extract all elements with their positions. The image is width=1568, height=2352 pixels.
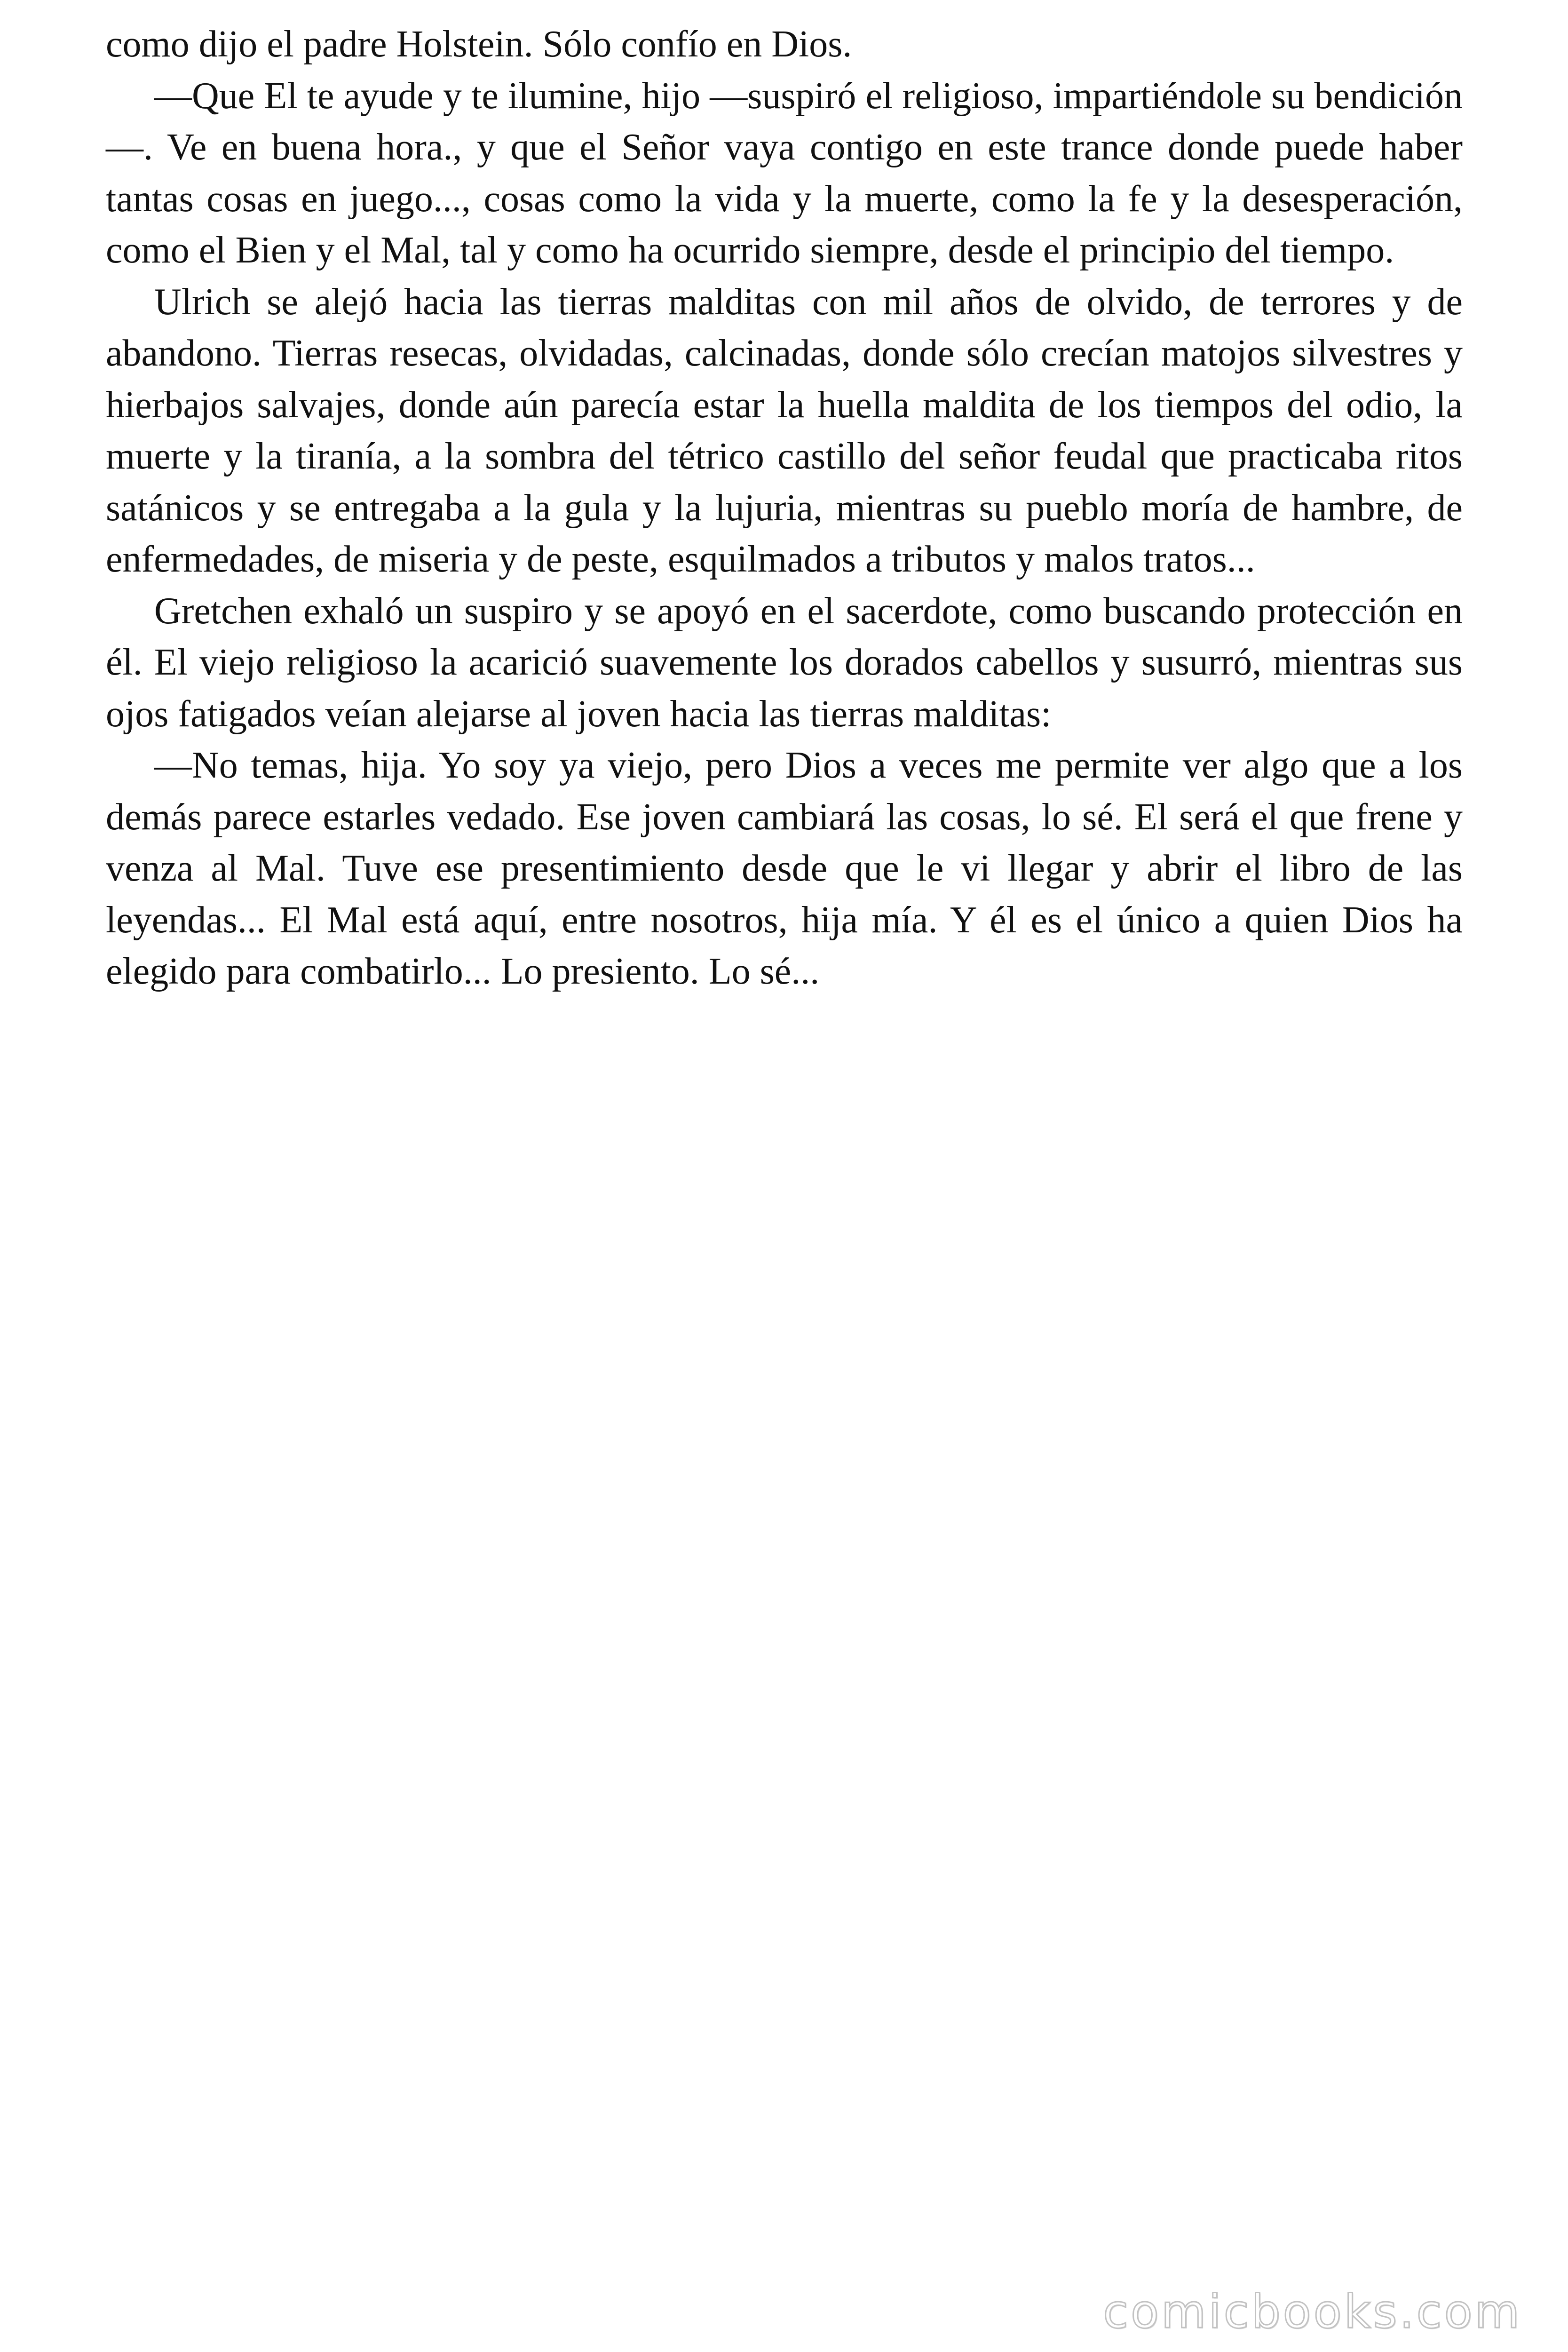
paragraph-gretchen: Gretchen exhaló un suspiro y se apoyó en el sacerdote, como buscando protección en él. El viejo religioso la acarició suavemente los dorados cabellos y susurró, mientras sus ojos fatigados veían alejarse al joven hacia las tierras malditas: — [106, 590, 1463, 735]
paragraph-continuation: como dijo el padre Holstein. Sólo confío en Dios. — [106, 24, 852, 65]
paragraph-dialogue-blessing: —Que El te ayude y te ilumine, hijo —suspiró el religioso, impartiéndole su bendición—. Ve en buena hora., y que el Señor vaya contigo en este trance donde puede haber tantas cosas en juego..., cosas como la vida y la muerte, como la fe y la desesperación, como el Bien y el Mal, tal y como ha ocurrido siempre, desde el principio del tiempo. — [106, 75, 1463, 271]
book-page-text — [106, 19, 1463, 998]
paragraph-priest-prophecy: —No temas, hija. Yo soy ya viejo, pero Dios a veces me permite ver algo que a los demás parece estarles vedado. Ese joven cambiará las cosas, lo sé. El será el que frene y venza al Mal. Tuve ese presentimiento desde que le vi llegar y abrir el libro de las leyendas... El Mal está aquí, entre nosotros, hija mía. Y él es el único a quien Dios ha elegido para combatirlo... Lo presiento. Lo sé... — [106, 745, 1463, 992]
paragraph-ulrich-departure: Ulrich se alejó hacia las tierras malditas con mil años de olvido, de terrores y de abandono. Tierras resecas, olvidadas, calcinadas, donde sólo crecían matojos silvestres y hierbajos salvajes, donde aún parecía estar la huella maldita de los tiempos del odio, la muerte y la tiranía, a la sombra del tétrico castillo del señor feudal que practicaba ritos satánicos y se entregaba a la gula y la lujuria, mientras su pueblo moría de hambre, de enfermedades, de miseria y de peste, esquilmados a tributos y malos tratos... — [106, 281, 1463, 580]
watermark-text: comicbooks.com — [1103, 2285, 1522, 2339]
